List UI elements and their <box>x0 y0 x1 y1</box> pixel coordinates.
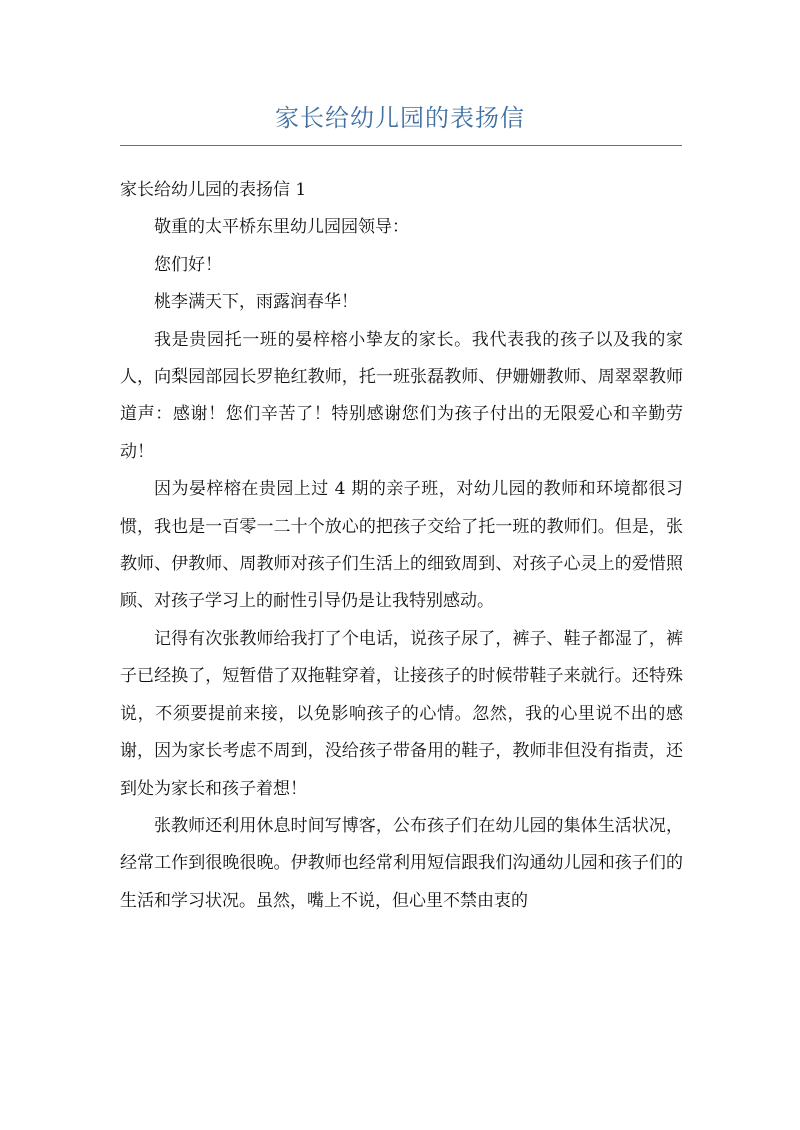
document-title: 家长给幼儿园的表扬信 <box>275 104 525 132</box>
title-underline <box>120 145 682 146</box>
salutation: 敬重的太平桥东里幼儿园园领导： <box>154 217 409 238</box>
paragraph: 张教师还利用休息时间写博客，公布孩子们在幼儿园的集体生活状况，经常工作到很晚很晚。伊教师也经常利用短信跟我们沟通幼儿园和孩子们的生活和学习状况。虽然，嘴上不说，但心里不禁由衷的 <box>120 815 683 911</box>
greeting: 您们好！ <box>154 254 222 275</box>
paragraph: 因为晏梓榕在贵园上过 4 期的亲子班，对幼儿园的教师和环境都很习惯，我也是一百零一二十个放心的把孩子交给了托一班的教师们。但是，张教师、伊教师、周教师对孩子们生活上的细致周到、对孩子心灵上的爱惜照顾、对孩子学习上的耐性引导仍是让我特别感动。 <box>120 479 683 612</box>
opening-line: 桃李满天下，雨露润春华！ <box>154 292 358 313</box>
document-body <box>120 172 683 920</box>
section-heading: 家长给幼儿园的表扬信 1 <box>120 180 307 200</box>
paragraph: 记得有次张教师给我打了个电话，说孩子尿了，裤子、鞋子都湿了，裤子已经换了，短暂借了双拖鞋穿着，让接孩子的时候带鞋子来就行。还特殊说，不须要提前来接，以免影响孩子的心情。忽然，我的心里说不出的感谢，因为家长考虑不周到，没给孩子带备用的鞋子，教师非但没有指责，还到处为家长和孩子着想！ <box>120 628 683 799</box>
paragraph: 我是贵园托一班的晏梓榕小挚友的家长。我代表我的孩子以及我的家人，向梨园部园长罗艳红教师，托一班张磊教师、伊姗姗教师、周翠翠教师道声：感谢！您们辛苦了！特别感谢您们为孩子付出的无限爱心和辛勤劳动！ <box>120 329 683 462</box>
